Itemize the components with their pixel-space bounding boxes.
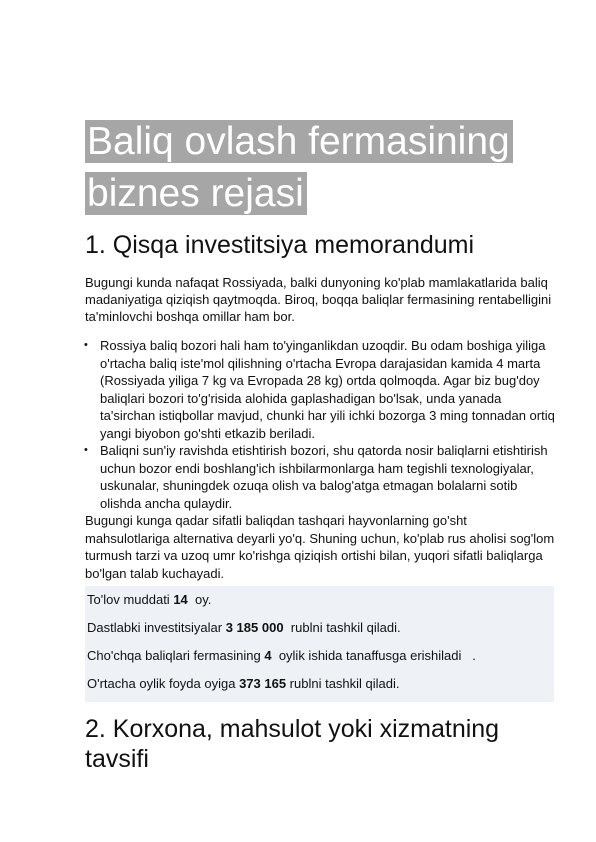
list-item bbox=[85, 442, 555, 512]
title-line-2: biznes rejasi bbox=[85, 172, 307, 215]
breakeven-value: 4 bbox=[264, 648, 272, 663]
demand-paragraph: Bugungi kunga qadar sifatli baliqdan tashqari hayvonlarning go'sht mahsulotlariga alternativa deyarli yo'q. Shuning uchun, ko'plab rus aholisi sog'lom turmush tarzi va uzoq umr ko'rishga qiziqish ortishi bilan, yuqori sifatli baliqlarga bo'lgan talab kuchayadi. bbox=[85, 513, 555, 581]
initial-investment: Dastlabki investitsiyalar 3 185 000 rublni tashkil qiladi. bbox=[87, 620, 401, 635]
intro-paragraph: Bugungi kunda nafaqat Rossiyada, balki dunyoning ko'plab mamlakatlarida baliq madaniyatiga qiziqish qaytmoqda. Biroq, boqqa baliqlar fermasining rentabelligini ta'minlovchi boshqa omillar ham bor. bbox=[85, 275, 552, 324]
title-line-1: Baliq ovlash fermasining bbox=[85, 120, 513, 163]
bullet-icon: • bbox=[84, 339, 88, 351]
key-facts-block bbox=[85, 586, 554, 702]
bullet-icon: • bbox=[84, 444, 88, 456]
list-item-text: Baliqni sun'iy ravishda etishtirish bozori, shu qatorda nosir baliqlarni etishtirish uchun bozor endi boshlang'ich ishbilarmonlarga ham tegishli texnologiyalar, uskunalar, shuningdek ozuqa olish va balog'atga etmagan bolalarni sotib olishda ancha qulaydir. bbox=[100, 443, 548, 511]
section-1-heading: 1. Qisqa investitsiya memorandumi bbox=[85, 231, 475, 259]
breakeven-month: Cho'chqa baliqlari fermasining 4 oylik ishida tanaffusga erishiladi . bbox=[87, 648, 476, 663]
payback-period: To'lov muddati 14 oy. bbox=[87, 592, 212, 607]
document-title bbox=[85, 116, 555, 220]
bullet-list bbox=[85, 337, 555, 512]
list-item-text: Rossiya baliq bozori hali ham to'yinganlikdan uzoqdir. Bu odam boshiga yiliga o'rtacha baliq iste'mol qilishning o'rtacha Evropa darajasidan kamida 4 marta (Rossiyada yiliga 7 kg va Evropada 28 kg) ortda qolmoqda. Agar biz bug'doy baliqlari bozori to'g'risida alohida gaplashadigan bo'lsak, unda yanada ta'sirchan istiqbollar mavjud, chunki har yili ichki bozorga 3 ming tonnadan ortiq yangi biyobon go'shti etkazib beriladi. bbox=[100, 338, 555, 441]
payback-value: 14 bbox=[173, 592, 188, 607]
list-item bbox=[85, 337, 555, 442]
investment-value: 3 185 000 bbox=[225, 620, 284, 635]
document-page bbox=[85, 116, 555, 788]
section-2-heading: 2. Korxona, mahsulot yoki xizmatning tavsifi bbox=[85, 715, 500, 773]
profit-value: 373 165 bbox=[239, 676, 287, 691]
monthly-profit: O'rtacha oylik foyda oyiga 373 165 rublni tashkil qiladi. bbox=[87, 676, 400, 691]
